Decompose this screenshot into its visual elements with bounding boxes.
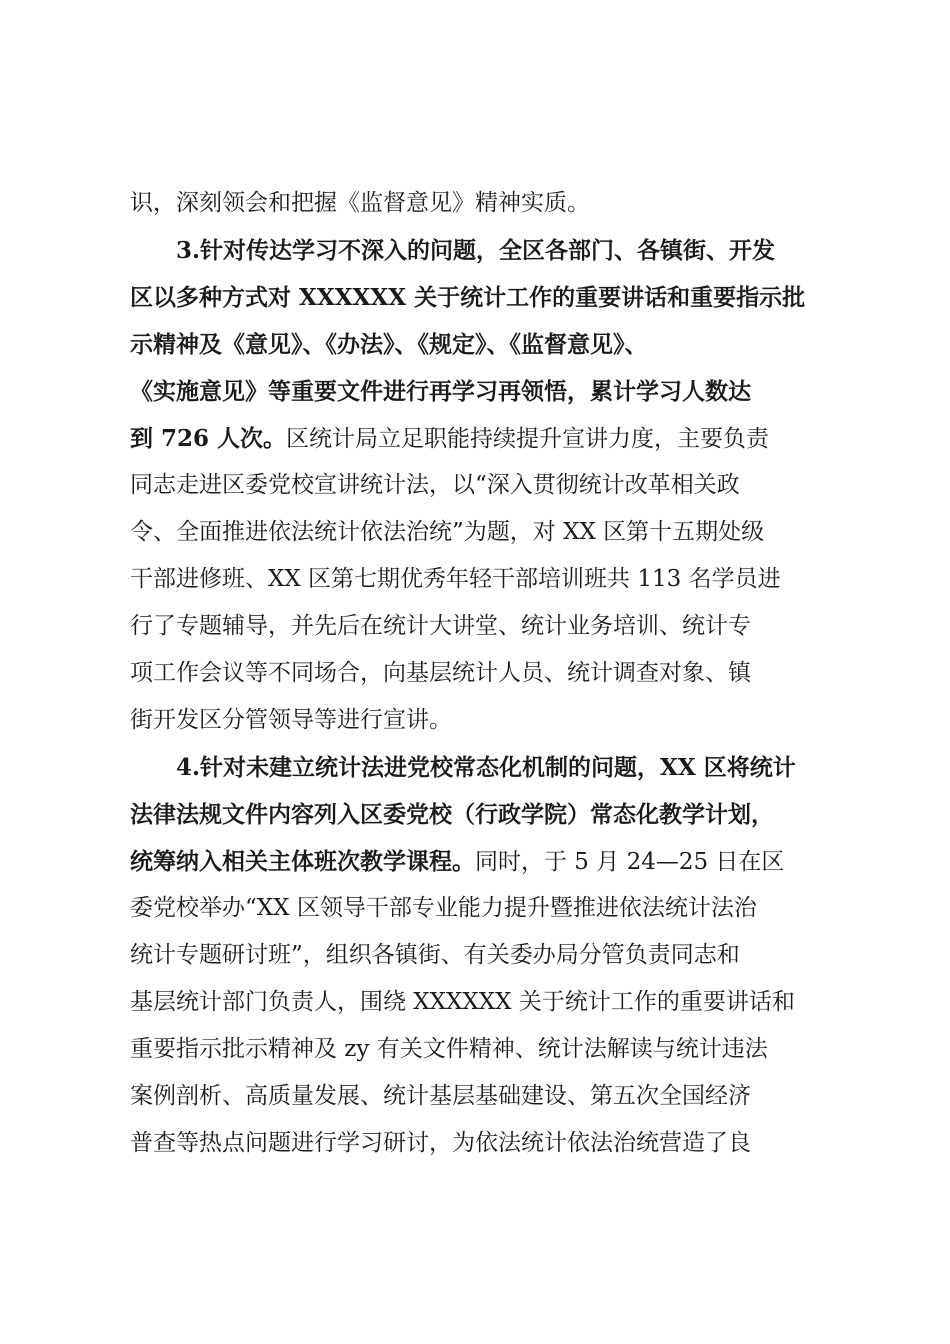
text-line bbox=[130, 885, 830, 932]
text-line bbox=[130, 321, 830, 368]
text-line bbox=[130, 791, 830, 838]
text-segment: 法律法规文件内容列入区委党校（行政学院）常态化教学计划， bbox=[130, 801, 774, 828]
text-segment: 统筹纳入相关主体班次教学课程。 bbox=[130, 848, 475, 875]
text-segment: 案例剖析、高质量发展、统计基层基础建设、第五次全国经济 bbox=[130, 1083, 751, 1109]
paragraph-3-heading bbox=[130, 227, 830, 274]
text-segment: 干部进修班、XX 区第七期优秀年轻干部培训班共 113 名学员进 bbox=[130, 566, 781, 592]
text-line bbox=[130, 838, 830, 885]
text-segment: 委党校举办“XX 区领导干部专业能力提升暨推进依法统计法治 bbox=[130, 895, 757, 921]
text-line bbox=[130, 462, 830, 509]
text-line bbox=[130, 1120, 830, 1167]
paragraph-4-heading bbox=[130, 744, 830, 791]
text-line bbox=[130, 1026, 830, 1073]
text-segment: 区统计局立足职能持续提升宣讲力度，主要负责 bbox=[286, 426, 770, 452]
text-segment: 重要指示批示精神及 zy 有关文件精神、统计法解读与统计违法 bbox=[130, 1036, 768, 1062]
text-segment: 统计专题研讨班”，组织各镇街、有关委办局分管负责同志和 bbox=[130, 942, 740, 968]
text-line bbox=[130, 274, 830, 321]
text-segment: 示精神及《意见》、《办法》、《规定》、《监督意见》、 bbox=[130, 331, 648, 358]
text-segment: 项工作会议等不同场合，向基层统计人员、统计调查对象、镇 bbox=[130, 660, 751, 686]
text-segment: 同时，于 5 月 24—25 日在区 bbox=[475, 849, 785, 875]
text-line bbox=[130, 368, 830, 415]
text-line bbox=[130, 415, 830, 462]
text-line bbox=[130, 650, 830, 697]
text-segment: 普查等热点问题进行学习研讨，为依法统计依法治统营造了良 bbox=[130, 1130, 751, 1156]
text-line bbox=[130, 556, 830, 603]
text-line bbox=[130, 979, 830, 1026]
text-segment: 识，深刻领会和把握《监督意见》精神实质。 bbox=[130, 190, 590, 216]
text-line bbox=[130, 697, 830, 744]
body-text bbox=[130, 180, 830, 1167]
text-segment: 区以多种方式对 XXXXXX 关于统计工作的重要讲话和重要指示批 bbox=[130, 284, 806, 311]
text-line bbox=[130, 509, 830, 556]
text-segment: 《实施意见》等重要文件进行再学习再领悟，累计学习人数达 bbox=[130, 378, 751, 405]
text-segment: 到 726 人次。 bbox=[130, 425, 287, 452]
text-segment: 同志走进区委党校宣讲统计法，以“深入贯彻统计改革相关政 bbox=[130, 472, 740, 498]
text-segment: 基层统计部门负责人，围绕 XXXXXX 关于统计工作的重要讲话和 bbox=[130, 989, 795, 1015]
text-line bbox=[130, 180, 830, 227]
text-line bbox=[130, 603, 830, 650]
text-line bbox=[130, 932, 830, 979]
text-segment: 4.针对未建立统计法进党校常态化机制的问题，XX 区将统计 bbox=[176, 754, 796, 781]
text-line bbox=[130, 1073, 830, 1120]
text-segment: 街开发区分管领导等进行宣讲。 bbox=[130, 707, 452, 733]
text-segment: 行了专题辅导，并先后在统计大讲堂、统计业务培训、统计专 bbox=[130, 613, 751, 639]
text-segment: 令、全面推进依法统计依法治统”为题，对 XX 区第十五期处级 bbox=[130, 519, 765, 545]
text-segment: 3.针对传达学习不深入的问题，全区各部门、各镇街、开发 bbox=[176, 237, 776, 264]
